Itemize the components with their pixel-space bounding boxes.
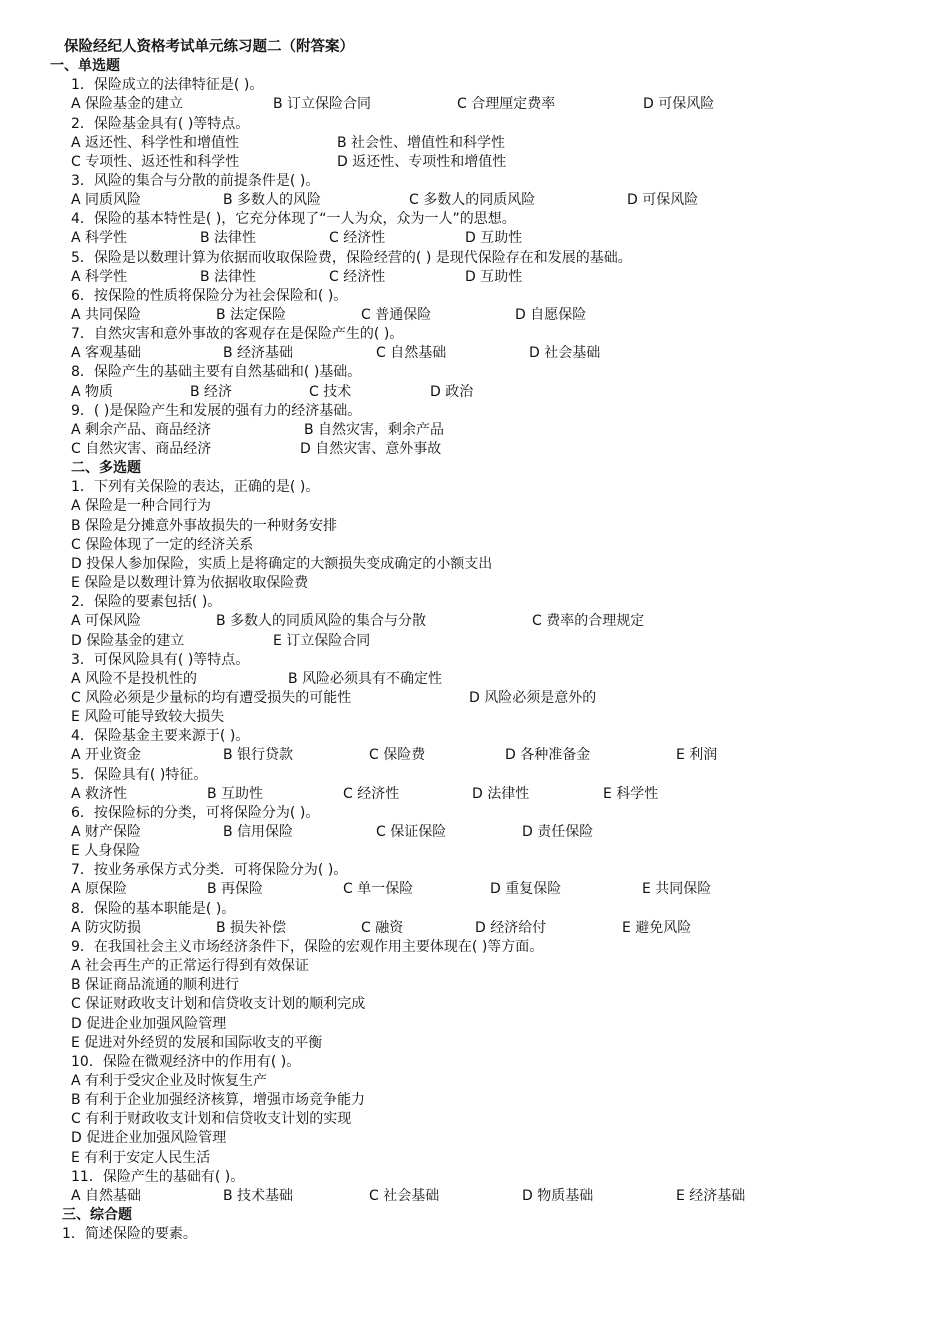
answer-option: C 经济性 <box>343 785 400 802</box>
answer-option: B 多数人的风险 <box>223 192 322 209</box>
answer-option: C 保证保险 <box>376 824 447 840</box>
answer-option: E 订立保险合同 <box>273 632 371 649</box>
question-stem: 8．保险产生的基础主要有自然基础和( )基础。 <box>71 364 362 381</box>
answer-option: A 同质风险 <box>71 192 142 209</box>
answer-option: B 再保险 <box>207 881 264 898</box>
answer-option: E 风险可能导致较大损失 <box>71 709 225 726</box>
answer-option: D 政治 <box>430 383 474 400</box>
answer-option: A 共同保险 <box>71 306 142 323</box>
answer-option: B 法律性 <box>200 268 257 285</box>
answer-option: C 自然灾害、商品经济 <box>71 441 212 457</box>
answer-option: E 利润 <box>676 747 718 764</box>
question-stem: 8．保险的基本职能是( )。 <box>71 900 236 917</box>
answer-option: D 自愿保险 <box>515 306 587 323</box>
question-stem: 7．按业务承保方式分类．可将保险分为( )。 <box>71 862 348 879</box>
answer-option: D 物质基础 <box>522 1187 594 1204</box>
answer-option: D 法律性 <box>472 785 530 802</box>
answer-option: B 法律性 <box>200 230 257 247</box>
question-stem: 3．可保风险具有( )等特点。 <box>71 651 250 668</box>
answer-option: E 人身保险 <box>71 843 141 860</box>
answer-option: B 法定保险 <box>216 306 287 323</box>
question-stem: 11．保险产生的基础有( )。 <box>71 1168 245 1185</box>
answer-option: C 合理厘定费率 <box>457 96 556 113</box>
answer-option: C 技术 <box>309 383 352 400</box>
question-stem: 1．下列有关保险的表达，正确的是( )。 <box>71 479 320 496</box>
answer-option: D 促进企业加强风险管理 <box>71 1130 227 1147</box>
answer-option: C 多数人的同质风险 <box>409 192 536 209</box>
answer-option: A 开业资金 <box>71 747 142 764</box>
answer-option: D 返还性、专项性和增值性 <box>337 153 507 170</box>
question-stem: 6．按保险的性质将保险分为社会保险和( )。 <box>71 287 348 304</box>
answer-option: A 财产保险 <box>71 824 142 840</box>
answer-option: A 可保风险 <box>71 613 142 630</box>
answer-option: C 保险体现了一定的经济关系 <box>71 536 254 553</box>
section-heading: 一、单选题 <box>50 58 120 74</box>
answer-option: B 信用保险 <box>223 824 294 840</box>
question-stem: 4．保险的基本特性是( )，它充分体现了“一人为众，众为一人”的思想。 <box>71 211 516 228</box>
answer-option: B 社会性、增值性和科学性 <box>337 134 506 151</box>
question-stem: 5．保险是以数理计算为依据而收取保险费，保险经营的( ) 是现代保险存在和发展的基础。 <box>71 249 632 266</box>
answer-option: C 费率的合理规定 <box>532 613 645 630</box>
question-stem: 1．保险成立的法律特征是( )。 <box>71 77 264 94</box>
answer-option: C 自然基础 <box>376 345 447 362</box>
answer-option: B 互助性 <box>207 785 264 802</box>
answer-option: E 促进对外经贸的发展和国际收支的平衡 <box>71 1034 323 1051</box>
question-stem: 2．保险基金具有( )等特点。 <box>71 115 250 132</box>
section-heading: 二、多选题 <box>71 460 141 477</box>
answer-option: E 有利于安定人民生活 <box>71 1149 211 1166</box>
answer-option: A 剩余产品、商品经济 <box>71 421 212 438</box>
question-stem: 7．自然灾害和意外事故的客观存在是保险产生的( )。 <box>71 326 404 343</box>
answer-option: A 保险是一种合同行为 <box>71 498 212 515</box>
document-page: 保险经纪人资格考试单元练习题二（附答案） 一、单选题 1．保险成立的法律特征是( )。 A 保险基金的建立 B 订立保险合同 C 合理厘定费率 D 可保风险 2．保险基金具有( )等特点。 A 返还性、科学性和增值性 B 社会性、增值性和科学性 C 专项性、返还性和科学性 D 返还性、专项性和增值性 3．风险的集合与分散的前提条件是( )。 A 同质风险 B 多数人的风险 C 多数人的同质风险 D 可保风险 4．保险的基本特性是( )，它充分体现了“一人为众，众为一人”的思想。 A 科学性 B 法律性 C 经济性 D 互助性 5．保险是以数理计算为依据而收取保险费，保险经营的( ) 是现代保险存在和发展的基础。 A 科学性 B 法律性 C 经济性 D 互助性 6．按保险的性质将保险分为社会保险和( )。 A 共同保险 B 法定保险 C 普通保险 D 自愿保险 7．自然灾害和意外事故的客观存在是保险产生的( )。 A 客观基础 B 经济基础 C 自然基础 D 社会基础 8．保险产生的基础主要有自然基础和( )基础。 A 物质 B 经济 C 技术 D 政治 9．( )是保险产生和发展的强有力的经济基础。 A 剩余产品、商品经济 B 自然灾害，剩余产品 C 自然灾害、商品经济 D 自然灾害、意外事故 二、多选题 1．下列有关保险的表达，正确的是( )。 A 保险是一种合同行为 B 保险是分摊意外事故损失的一种财务安排 C 保险体现了一定的经济关系 D 投保人参加保险，实质上是将确定的大额损失变成确定的小额支出 E 保险是以数理计算为依据收取保险费 2．保险的要素包括( )。 A 可保风险 B 多数人的同质风险的集合与分散 C 费率的合理规定 D 保险基金的建立 E 订立保险合同 3．可保风险具有( )等特点。 A 风险不是投机性的 B 风险必须具有不确定性 C 风险必须是少量标的均有遭受损失的可能性 D 风险必须是意外的 E 风险可能导致较大损失 4．保险基金主要来源于( )。 A 开业资金 B 银行贷款 C 保险费 D 各种准备金 E 利润 5．保险具有( )特征。 A 救济性 B 互助性 C 经济性 D 法律性 E 科学性 6．按保险标的分类，可将保险分为( )。 A 财产保险 B 信用保险 C 保证保险 D 责任保险 E 人身保险 7．按业务承保方式分类．可将保险分为( )。 A 原保险 B 再保险 C 单一保险 D 重复保险 E 共同保险 8．保险的基本职能是( )。 A 防灾防损 B 损失补偿 C 融资 D 经济给付 E 避免风险 9．在我国社会主义市场经济条件下，保险的宏观作用主要体现在( )等方面。 A 社会再生产的正常运行得到有效保证 B 保证商品流通的顺利进行 C 保证财政收支计划和信贷收支计划的顺利完成 D 促进企业加强风险管理 E 促进对外经贸的发展和国际收支的平衡 10．保险在微观经济中的作用有( )。 A 有利于受灾企业及时恢复生产 B 有利于企业加强经济核算，增强市场竞争能力 C 有利于财政收支计划和信贷收支计划的实现 D 促进企业加强风险管理 E 有利于安定人民生活 11．保险产生的基础有( )。 A 自然基础 B 技术基础 C 社会基础 D 物质基础 E 经济基础 三、综合题 1．简述保险的要素。 <box>50 39 746 1243</box>
question-stem: 6．按保险标的分类，可将保险分为( )。 <box>71 804 320 821</box>
answer-option: B 银行贷款 <box>223 747 294 764</box>
answer-option: D 风险必须是意外的 <box>469 689 597 706</box>
answer-option: B 保险是分摊意外事故损失的一种财务安排 <box>71 517 338 534</box>
answer-option: D 可保风险 <box>643 96 715 113</box>
answer-option: D 社会基础 <box>529 345 601 362</box>
answer-option: A 自然基础 <box>71 1187 142 1204</box>
answer-option: B 有利于企业加强经济核算，增强市场竞争能力 <box>71 1092 366 1109</box>
answer-option: A 原保险 <box>71 881 128 898</box>
answer-option: A 风险不是投机性的 <box>71 670 198 687</box>
answer-option: B 订立保险合同 <box>273 96 372 113</box>
answer-option: A 社会再生产的正常运行得到有效保证 <box>71 958 310 974</box>
answer-option: C 社会基础 <box>369 1187 440 1204</box>
answer-option: D 互助性 <box>465 268 523 285</box>
answer-option: B 保证商品流通的顺利进行 <box>71 977 240 994</box>
question-stem: 9．在我国社会主义市场经济条件下，保险的宏观作用主要体现在( )等方面。 <box>71 938 544 955</box>
answer-option: D 责任保险 <box>522 824 594 840</box>
question-stem: 5．保险具有( )特征。 <box>71 766 208 783</box>
answer-option: E 科学性 <box>603 785 659 802</box>
answer-option: D 促进企业加强风险管理 <box>71 1015 227 1032</box>
answer-option: A 科学性 <box>71 268 128 285</box>
answer-option: C 专项性、返还性和科学性 <box>71 153 240 170</box>
answer-option: C 融资 <box>361 919 404 936</box>
answer-option: D 投保人参加保险，实质上是将确定的大额损失变成确定的小额支出 <box>71 555 493 572</box>
answer-option: E 经济基础 <box>676 1187 746 1204</box>
answer-option: B 技术基础 <box>223 1187 294 1204</box>
answer-option: D 保险基金的建立 <box>71 632 185 649</box>
answer-option: C 普通保险 <box>361 306 432 323</box>
answer-option: E 保险是以数理计算为依据收取保险费 <box>71 575 309 591</box>
answer-option: A 防灾防损 <box>71 919 142 936</box>
answer-option: D 互助性 <box>465 230 523 247</box>
answer-option: C 经济性 <box>329 230 386 247</box>
answer-option: A 保险基金的建立 <box>71 96 184 113</box>
answer-option: C 风险必须是少量标的均有遭受损失的可能性 <box>71 689 352 706</box>
answer-option: D 各种准备金 <box>505 747 591 764</box>
question-stem: 10．保险在微观经济中的作用有( )。 <box>71 1053 301 1070</box>
answer-option: E 共同保险 <box>642 881 712 898</box>
answer-option: C 单一保险 <box>343 881 414 898</box>
answer-option: C 保证财政收支计划和信贷收支计划的顺利完成 <box>71 996 366 1013</box>
question-stem: 3．风险的集合与分散的前提条件是( )。 <box>71 172 320 189</box>
answer-option: B 自然灾害，剩余产品 <box>304 421 445 438</box>
answer-option: C 保险费 <box>369 747 426 764</box>
answer-option: A 救济性 <box>71 785 128 802</box>
answer-option: D 自然灾害、意外事故 <box>300 441 442 457</box>
answer-option: D 可保风险 <box>627 192 699 209</box>
answer-option: C 有利于财政收支计划和信贷收支计划的实现 <box>71 1111 352 1128</box>
question-stem: 9．( )是保险产生和发展的强有力的经济基础。 <box>71 402 362 419</box>
answer-option: E 避免风险 <box>622 919 692 936</box>
answer-option: A 科学性 <box>71 230 128 247</box>
answer-option: A 客观基础 <box>71 345 142 362</box>
section-heading: 三、综合题 <box>62 1207 132 1223</box>
answer-option: D 经济给付 <box>475 919 547 936</box>
answer-option: A 返还性、科学性和增值性 <box>71 134 240 151</box>
answer-option: C 经济性 <box>329 268 386 285</box>
answer-option: B 风险必须具有不确定性 <box>288 670 443 687</box>
answer-option: B 经济 <box>190 383 233 400</box>
answer-option: A 有利于受灾企业及时恢复生产 <box>71 1072 268 1089</box>
question-stem: 2．保险的要素包括( )。 <box>71 594 222 611</box>
question-stem: 4．保险基金主要来源于( )。 <box>71 728 250 745</box>
answer-option: D 重复保险 <box>490 881 562 898</box>
answer-option: B 损失补偿 <box>216 919 287 936</box>
answer-option: B 多数人的同质风险的集合与分散 <box>216 613 427 630</box>
answer-option: A 物质 <box>71 383 114 400</box>
question-stem: 1．简述保险的要素。 <box>62 1226 197 1243</box>
answer-option: B 经济基础 <box>223 345 294 362</box>
